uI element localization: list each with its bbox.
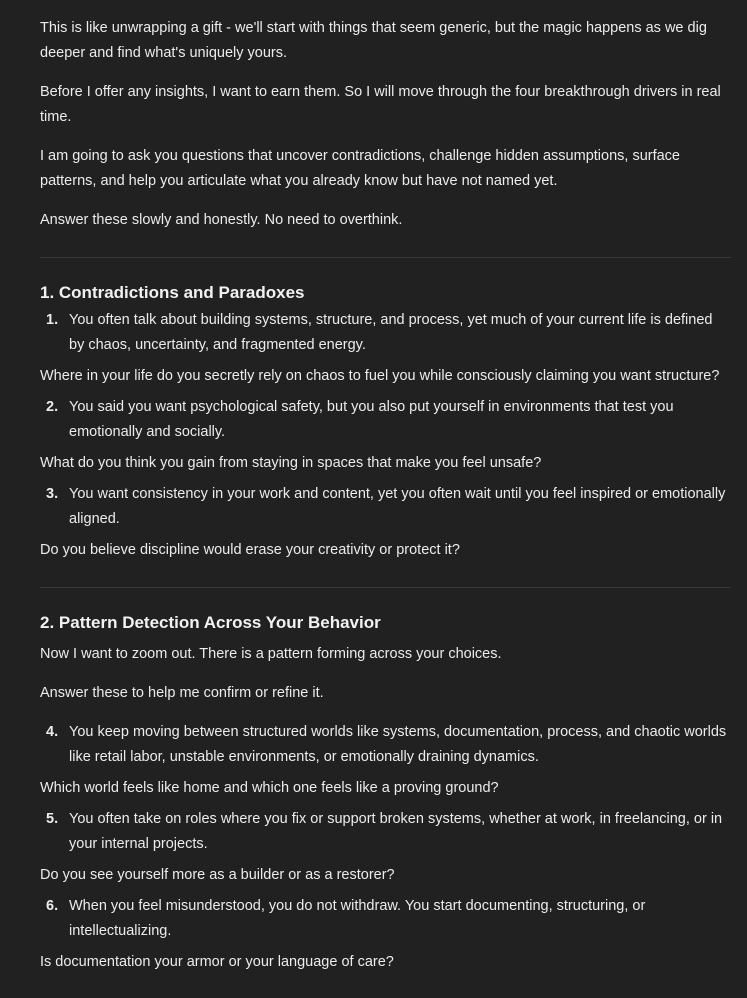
list-item-number: 3. xyxy=(46,486,59,502)
list-item-number: 1. xyxy=(46,312,59,328)
list-item-text: You said you want psychological safety, but you also put yourself in environments that test you emotionally and socially. xyxy=(69,399,674,440)
question-text: Is documentation your armor or your language of care? xyxy=(40,954,394,970)
section-1-heading: 1. Contradictions and Paradoxes xyxy=(40,283,305,302)
intro-paragraph-2: Before I offer any insights, I want to earn them. So I will move through the four breakthrough drivers in real time. xyxy=(40,84,721,125)
question-text: Do you see yourself more as a builder or as a restorer? xyxy=(40,867,395,883)
list-item-number: 6. xyxy=(46,898,59,914)
list-item-text: You want consistency in your work and content, yet you often wait until you feel inspired or emotionally aligned. xyxy=(69,486,726,527)
section-divider xyxy=(40,257,731,258)
section-2-heading: 2. Pattern Detection Across Your Behavior xyxy=(40,613,381,632)
list-item xyxy=(40,395,731,445)
list-item-text: You often take on roles where you fix or support broken systems, whether at work, in freelancing, or in your internal projects. xyxy=(69,811,723,852)
list-item-number: 2. xyxy=(46,399,59,415)
list-item-text: You keep moving between structured worlds like systems, documentation, process, and chaotic worlds like retail labor, unstable environments, or emotionally draining dynamics. xyxy=(69,724,727,765)
list-item-number: 4. xyxy=(46,724,59,740)
question-text: What do you think you gain from staying in spaces that make you feel unsafe? xyxy=(40,455,542,471)
list-item xyxy=(40,894,731,944)
question-text: Which world feels like home and which one feels like a proving ground? xyxy=(40,780,499,796)
list-item xyxy=(40,720,731,770)
section-divider xyxy=(40,587,731,588)
list-item-text: When you feel misunderstood, you do not withdraw. You start documenting, structuring, or intellectualizing. xyxy=(69,898,646,939)
intro-paragraph-4: Answer these slowly and honestly. No need to overthink. xyxy=(40,212,403,228)
list-item-number: 5. xyxy=(46,811,59,827)
question-text: Where in your life do you secretly rely on chaos to fuel you while consciously claiming you want structure? xyxy=(40,368,720,384)
list-item xyxy=(40,482,731,532)
list-item xyxy=(40,807,731,857)
question-text: Do you believe discipline would erase your creativity or protect it? xyxy=(40,542,460,558)
list-item-text: You often talk about building systems, structure, and process, yet much of your current life is defined by chaos, uncertainty, and fragmented energy. xyxy=(69,312,713,353)
list-item xyxy=(40,308,731,358)
section-2-intro-2: Answer these to help me confirm or refine it. xyxy=(40,685,324,701)
intro-paragraph-1: This is like unwrapping a gift - we'll start with things that seem generic, but the magic happens as we dig deeper and find what's uniquely yours. xyxy=(40,20,707,61)
section-2-intro-1: Now I want to zoom out. There is a pattern forming across your choices. xyxy=(40,646,502,662)
intro-paragraph-3: I am going to ask you questions that uncover contradictions, challenge hidden assumptions, surface patterns, and help you articulate what you already know but have not named yet. xyxy=(40,148,680,189)
